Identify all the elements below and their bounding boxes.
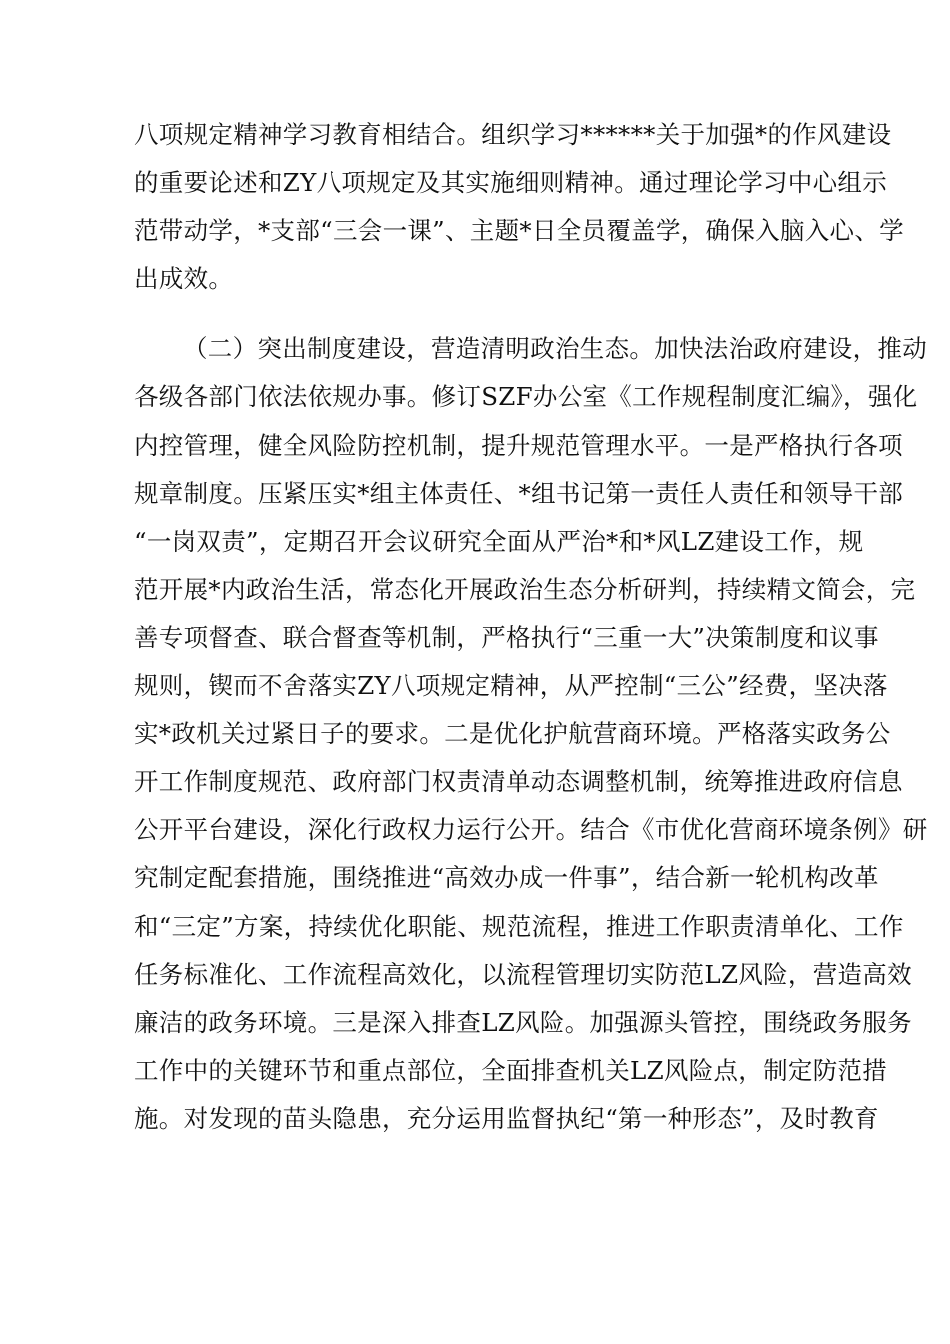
paragraph-2 xyxy=(134,325,928,1143)
paragraph-1 xyxy=(134,111,904,303)
text-line: 内控管理，健全风险防控机制，提升规范管理水平。一是严格执行各项 xyxy=(134,430,903,460)
text-line: 公开平台建设，深化行政权力运行公开。结合《市优化营商环境条例》研 xyxy=(134,815,928,845)
text-line: 开工作制度规范、政府部门权责清单动态调整机制，统筹推进政府信息 xyxy=(134,767,903,797)
text-line: 施。对发现的苗头隐患，充分运用监督执纪“第一种形态”，及时教育 xyxy=(134,1103,879,1133)
text-line: 规章制度。压紧压实*组主体责任、*组书记第一责任人责任和领导干部 xyxy=(134,478,904,508)
text-line: （二）突出制度建设，营造清明政治生态。加快法治政府建设，推动 xyxy=(183,334,927,364)
text-line: 实*政机关过紧日子的要求。二是优化护航营商环境。严格落实政务公 xyxy=(134,719,891,749)
text-line: 工作中的关键环节和重点部位，全面排查机关LZ风险点，制定防范措 xyxy=(134,1055,888,1085)
text-line: “一岗双责”，定期召开会议研究全面从严治*和*风LZ建设工作，规 xyxy=(134,526,864,556)
text-line: 出成效。 xyxy=(134,264,234,294)
text-line: 任务标准化、工作流程高效化，以流程管理切实防范LZ风险，营造高效 xyxy=(134,959,912,989)
text-line: 究制定配套措施，围绕推进“高效办成一件事”，结合新一轮机构改革 xyxy=(134,863,879,893)
text-line: 八项规定精神学习教育相结合。组织学习******关于加强*的作风建设 xyxy=(134,120,892,149)
text-line: 各级各部门依法依规办事。修订SZF办公室《工作规程制度汇编》，强化 xyxy=(134,382,918,412)
text-line: 范开展*内政治生活，常态化开展政治生态分析研判，持续精文简会，完 xyxy=(134,574,916,604)
text-line: 的重要论述和ZY八项规定及其实施细则精神。通过理论学习中心组示 xyxy=(134,168,887,198)
text-line: 和“三定”方案，持续优化职能、规范流程，推进工作职责清单化、工作 xyxy=(134,911,904,941)
paragraph-gap xyxy=(134,303,816,325)
text-line: 善专项督查、联合督查等机制，严格执行“三重一大”决策制度和议事 xyxy=(134,622,879,652)
document-body xyxy=(134,111,928,1143)
text-line: 廉洁的政务环境。三是深入排查LZ风险。加强源头管控，围绕政务服务 xyxy=(134,1007,912,1037)
text-line: 范带动学，*支部“三会一课”、主题*日全员覆盖学，确保入脑入心、学 xyxy=(134,216,904,246)
text-line: 规则，锲而不舍落实ZY八项规定精神，从严控制“三公”经费，坚决落 xyxy=(134,671,888,701)
